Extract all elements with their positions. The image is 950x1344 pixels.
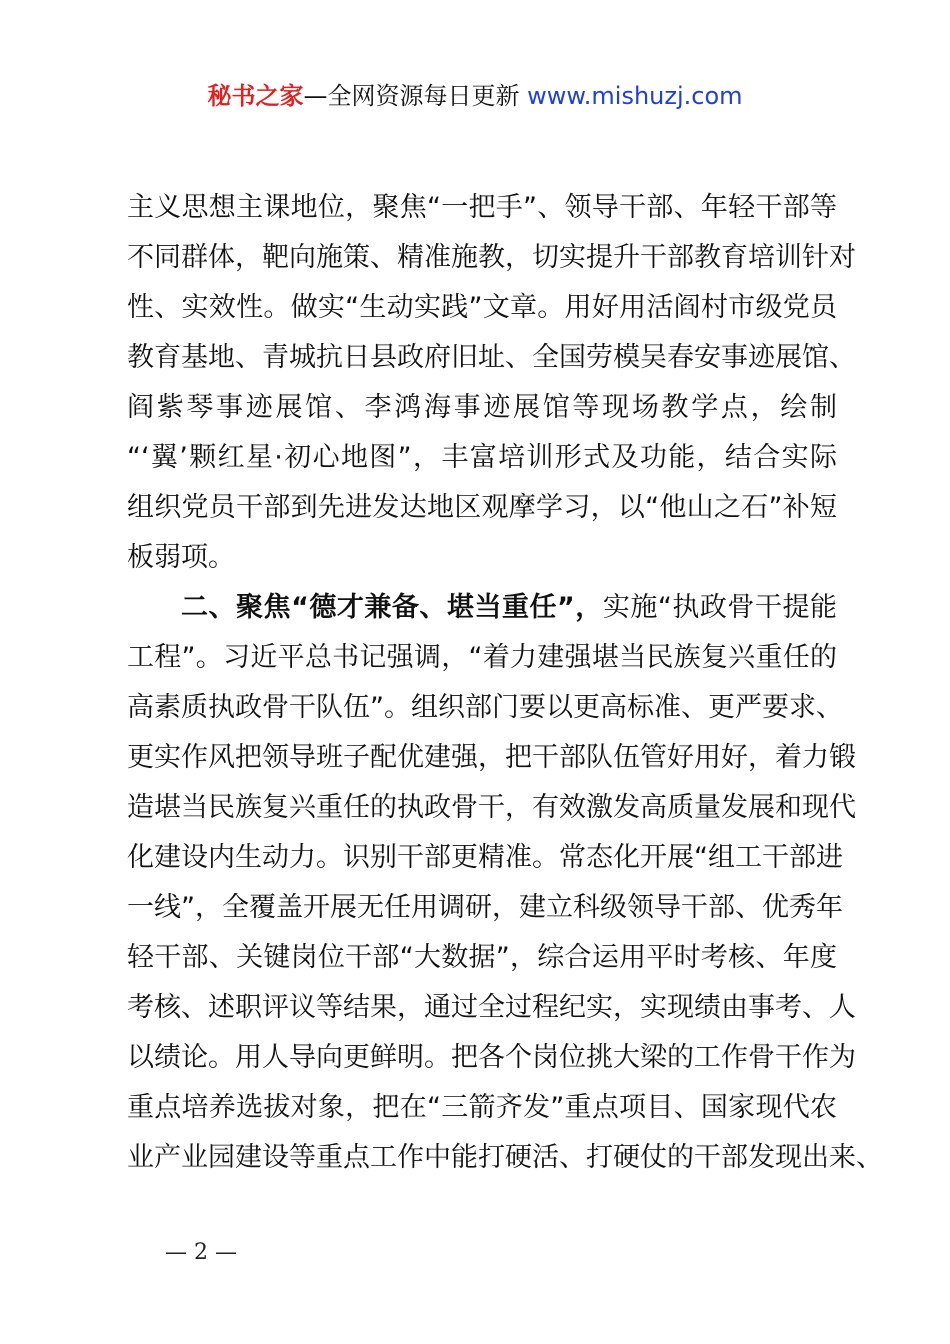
text-line: 一线”，全覆盖开展无任用调研，建立科级领导干部、优秀年	[127, 892, 843, 923]
section-heading-tail: 实施“执政骨干提能	[602, 592, 837, 623]
text-line: 考核、述职评议等结果，通过全过程纪实，实现绩由事考、人	[127, 992, 856, 1023]
site-brand: 秘书之家	[207, 82, 304, 110]
text-line: 主义思想主课地位，聚焦“一把手”、领导干部、年轻干部等	[127, 192, 837, 223]
text-line: 重点培养选拔对象，把在“三箭齐发”重点项目、国家现代农	[127, 1092, 837, 1123]
text-line: 化建设内生动力。识别干部更精准。常态化开展“组工干部进	[127, 842, 843, 873]
page-number: — 2 —	[165, 1240, 237, 1265]
site-url-link[interactable]: www.mishuzj.com	[527, 82, 743, 110]
document-body	[127, 183, 883, 1183]
section-heading: 二、聚焦“德才兼备、堪当重任”，	[181, 592, 603, 623]
text-line: “‘翼’颗红星·初心地图”，丰富培训形式及功能，结合实际	[127, 442, 837, 473]
site-header	[0, 78, 950, 114]
text-line: 更实作风把领导班子配优建强，把干部队伍管好用好，着力锻	[127, 742, 856, 773]
text-line: 板弱项。	[127, 542, 235, 573]
text-line: 造堪当民族复兴重任的执政骨干，有效激发高质量发展和现代	[127, 792, 856, 823]
text-line: 工程”。习近平总书记强调，“着力建强堪当民族复兴重任的	[127, 642, 837, 673]
site-tagline: —全网资源每日更新	[303, 82, 528, 110]
text-line: 轻干部、关键岗位干部“大数据”，综合运用平时考核、年度	[127, 942, 837, 973]
section-heading-line	[127, 583, 837, 633]
text-line: 以绩论。用人导向更鲜明。把各个岗位挑大梁的工作骨干作为	[127, 1042, 856, 1073]
text-line: 性、实效性。做实“生动实践”文章。用好用活阎村市级党员	[127, 292, 837, 323]
text-line: 阎紫琴事迹展馆、李鸿海事迹展馆等现场教学点，绘制	[127, 392, 837, 423]
text-line: 业产业园建设等重点工作中能打硬活、打硬仗的干部发现出来、	[127, 1142, 883, 1173]
text-line: 组织党员干部到先进发达地区观摩学习，以“他山之石”补短	[127, 492, 837, 523]
text-line: 教育基地、青城抗日县政府旧址、全国劳模吴春安事迹展馆、	[127, 342, 856, 373]
text-line: 不同群体，靶向施策、精准施教，切实提升干部教育培训针对	[127, 242, 856, 273]
text-line: 高素质执政骨干队伍”。组织部门要以更高标准、更严要求、	[127, 692, 843, 723]
